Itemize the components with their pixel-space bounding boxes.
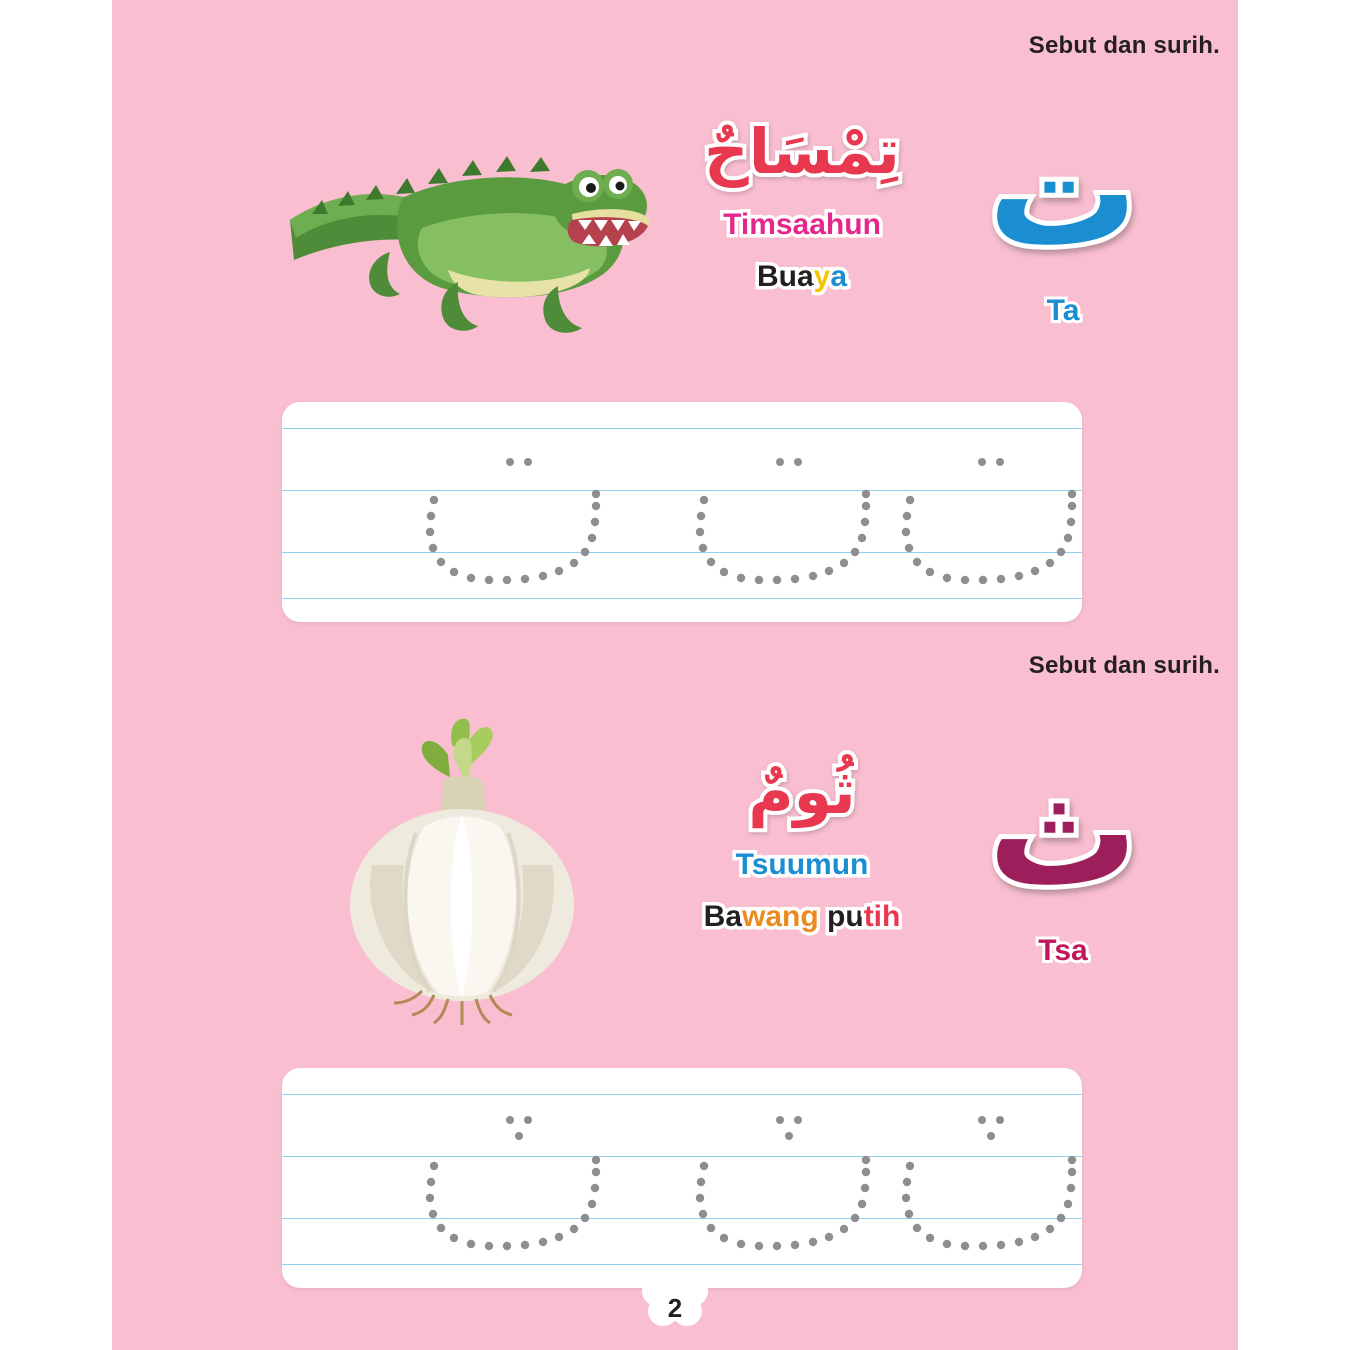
letter-name-label: Ta <box>1046 293 1080 327</box>
letter-block-tsa <box>948 740 1178 968</box>
transliteration-text: Timsaahun <box>723 207 881 241</box>
garlic-illustration <box>272 715 652 1025</box>
meaning-text: Buaya <box>756 259 848 293</box>
arabic-word: ثُومٌ <box>748 755 856 828</box>
word-block-ta <box>652 110 952 294</box>
meaning-text: Bawang putih <box>703 899 901 933</box>
word-block-tsa <box>652 750 952 934</box>
letter-name-label: Tsa <box>1038 933 1088 967</box>
dotted-letter-guides <box>282 402 1082 622</box>
arabic-word: تِمْسَاحٌ <box>704 115 900 188</box>
arabic-letter-glyph: ث <box>987 746 1139 920</box>
page-number: 2 <box>667 1293 683 1323</box>
transliteration-text: Tsuumun <box>735 847 869 881</box>
tracing-box-tsa[interactable] <box>282 1068 1082 1288</box>
instruction-text: Sebut dan surih. <box>1028 32 1220 59</box>
worksheet-page <box>112 0 1238 1350</box>
instruction-text: Sebut dan surih. <box>1028 652 1220 679</box>
crocodile-illustration <box>272 110 652 350</box>
arabic-letter-glyph: ت <box>987 106 1139 280</box>
letter-block-ta <box>948 100 1178 328</box>
tracing-box-ta[interactable] <box>282 402 1082 622</box>
dotted-letter-guides <box>282 1068 1082 1288</box>
